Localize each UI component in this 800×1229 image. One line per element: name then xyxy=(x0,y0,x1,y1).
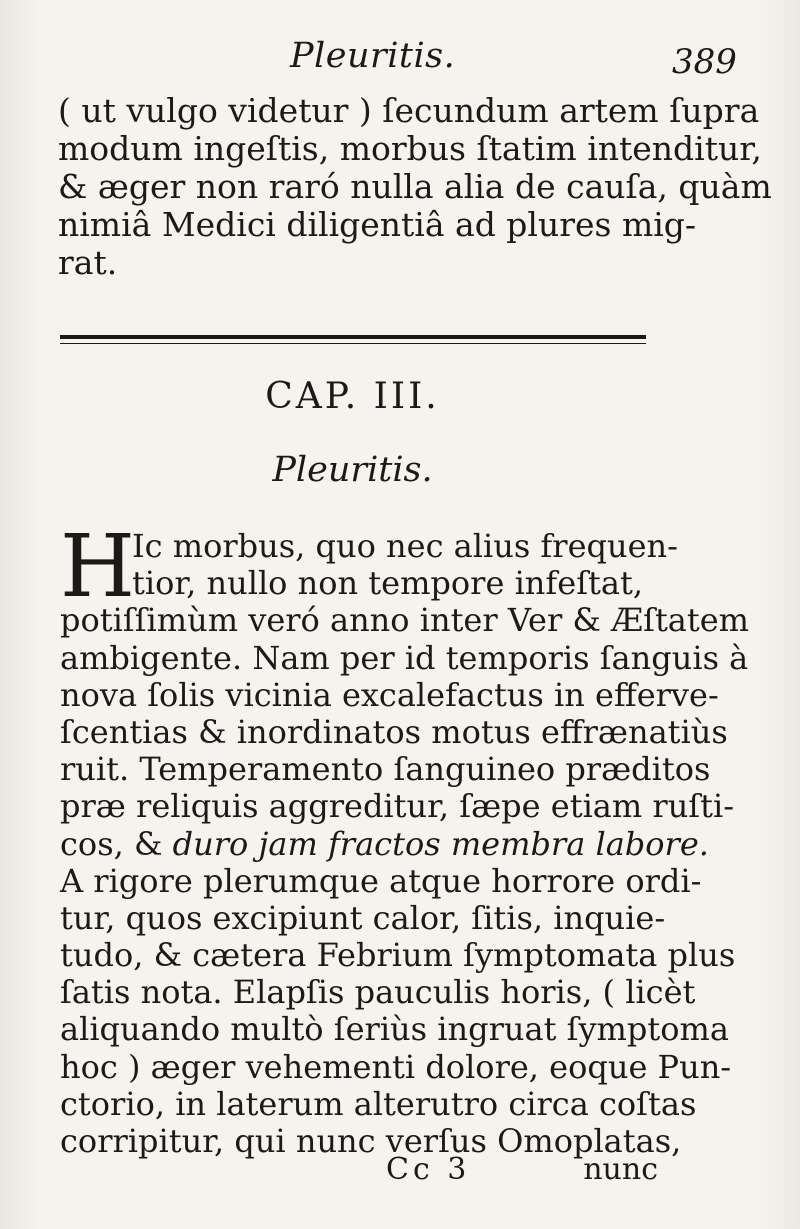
chapter-heading: CAP. III. xyxy=(265,376,440,417)
running-head xyxy=(0,36,800,86)
text-line: ctorio, in laterum alterutro circa coſtas xyxy=(60,1084,697,1123)
text-line: modum ingeſtis, morbus ſtatim intenditur, xyxy=(58,129,762,168)
text-line: ruit. Temperamento ſanguineo præditos xyxy=(60,750,711,789)
text-line: A rigore plerumque atque horrore ordi- xyxy=(60,861,702,900)
section-rule-thin xyxy=(60,343,646,344)
mixed-text-line xyxy=(60,824,709,863)
text-line: ( ut vulgo videtur ) ſecundum artem ſupra xyxy=(58,91,760,130)
text-line: ambigente. Nam per id temporis ſanguis à xyxy=(60,638,749,677)
top-paragraph xyxy=(58,91,772,282)
text-line: tudo, & cætera Febrium ſymptomata plus xyxy=(60,936,736,975)
section-rule xyxy=(60,335,646,339)
text-line: aliquando multò ſeriùs ingruat ſymptoma xyxy=(60,1010,729,1049)
catchword: nunc xyxy=(583,1152,658,1187)
text-line: hoc ) æger vehementi dolore, eoque Pun- xyxy=(60,1047,732,1086)
chapter-subtitle: Pleuritis. xyxy=(272,450,433,490)
page-number: 389 xyxy=(672,42,737,82)
running-title: Pleuritis. xyxy=(290,36,456,76)
text-line: & æger non raró nulla alia de cauſa, quàm xyxy=(58,167,772,206)
text-line: nova ſolis vicinia excalefactus in efferve- xyxy=(60,675,719,714)
italic-quote: duro jam fractos membra labore. xyxy=(172,824,709,863)
body-paragraph xyxy=(60,517,750,1160)
drop-cap: H xyxy=(60,517,135,617)
text-line: ſcentias & inordinatos motus effrænatiùs xyxy=(60,712,728,751)
text-line: potiſſimùm veró anno inter Ver & Æſtatem xyxy=(60,601,750,640)
text-line: rat. xyxy=(58,243,118,282)
text-line: Ic morbus, quo nec alius frequen- xyxy=(132,527,678,565)
signature-mark: Cc 3 xyxy=(386,1152,471,1187)
line-prefix: cos, & xyxy=(60,824,173,863)
text-line: præ reliquis aggreditur, ſæpe etiam ruſti- xyxy=(60,787,735,826)
page-footer xyxy=(60,1152,658,1192)
text-line: ſatis nota. Elapſis pauculis horis, ( licèt xyxy=(60,973,696,1012)
text-line: tur, quos excipiunt calor, ſitis, inquie- xyxy=(60,898,666,937)
text-line: nimiâ Medici diligentiâ ad plures mig- xyxy=(58,205,697,244)
text-line: corripitur, qui nunc verſus Omoplatas, xyxy=(60,1122,682,1160)
text-line: tior, nullo non tempore infeſtat, xyxy=(132,564,643,603)
